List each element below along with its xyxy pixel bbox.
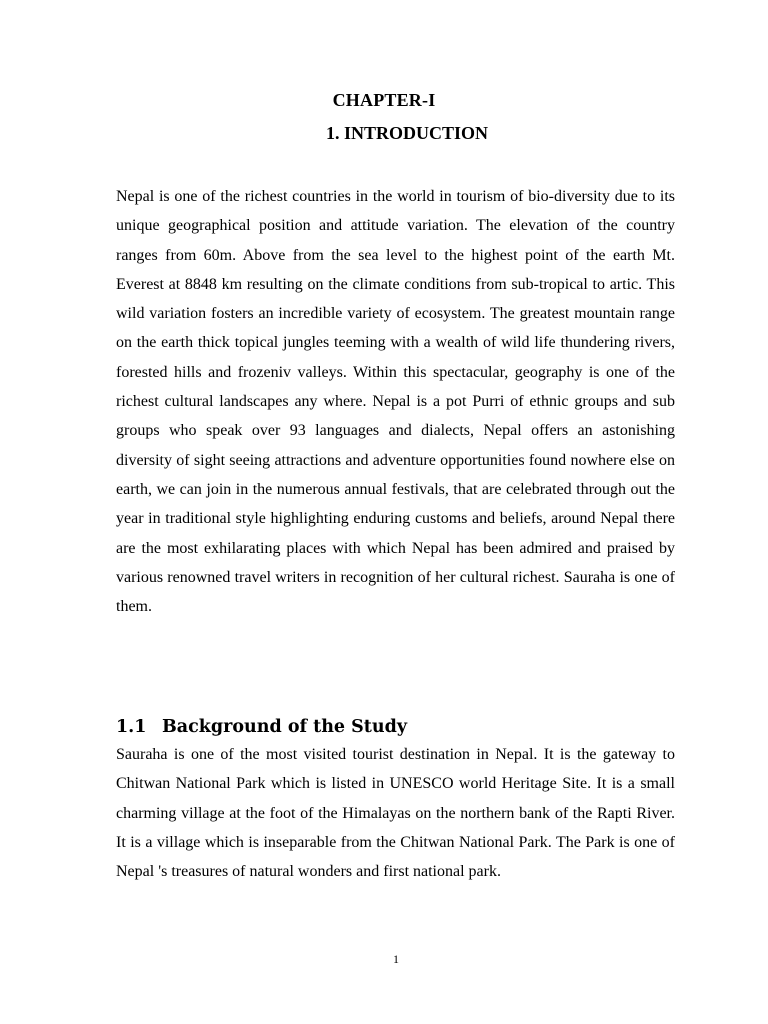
chapter-label: CHAPTER-I xyxy=(332,90,436,110)
section-heading xyxy=(116,713,407,741)
background-paragraph: Sauraha is one of the most visited tourist destination in Nepal. It is the gateway to Chitwan National Park which is listed in UNESCO world Heritage Site. It is a small charming village at the foot of the Himalayas on the northern bank of the Rapti River. It is a village which is inseparable from the Chitwan National Park. The Park is one of Nepal 's treasures of natural wonders and first national park. xyxy=(116,746,675,881)
page-number: 1 xyxy=(393,952,399,966)
chapter-title: 1. INTRODUCTION xyxy=(325,123,489,143)
section-title: Background of the Study xyxy=(162,717,407,737)
introduction-paragraph: Nepal is one of the richest countries in the world in tourism of bio-diversity due to its unique geographical position and attitude variation. The elevation of the country ranges from 60m. Above from the sea level to the highest point of the earth Mt. Everest at 8848 km resulting on the climate conditions from sub-tropical to artic. This wild variation fosters an incredible variety of ecosystem. The greatest mountain range on the earth thick topical jungles teeming with a wealth of wild life thundering rivers, forested hills and frozeniv valleys. Within this spectacular, geography is one of the richest cultural landscapes any where. Nepal is a pot Purri of ethnic groups and sub groups who speak over 93 languages and dialects, Nepal offers an astonishing diversity of sight seeing attractions and adventure opportunities found nowhere else on earth, we can join in the numerous annual festivals, that are celebrated through out the year in traditional style highlighting enduring customs and beliefs, around Nepal there are the most exhilarating places with which Nepal has been admired and praised by various renowned travel writers in recognition of her cultural richest. Sauraha is one of them. xyxy=(116,188,675,616)
section-number: 1.1 xyxy=(116,717,147,737)
